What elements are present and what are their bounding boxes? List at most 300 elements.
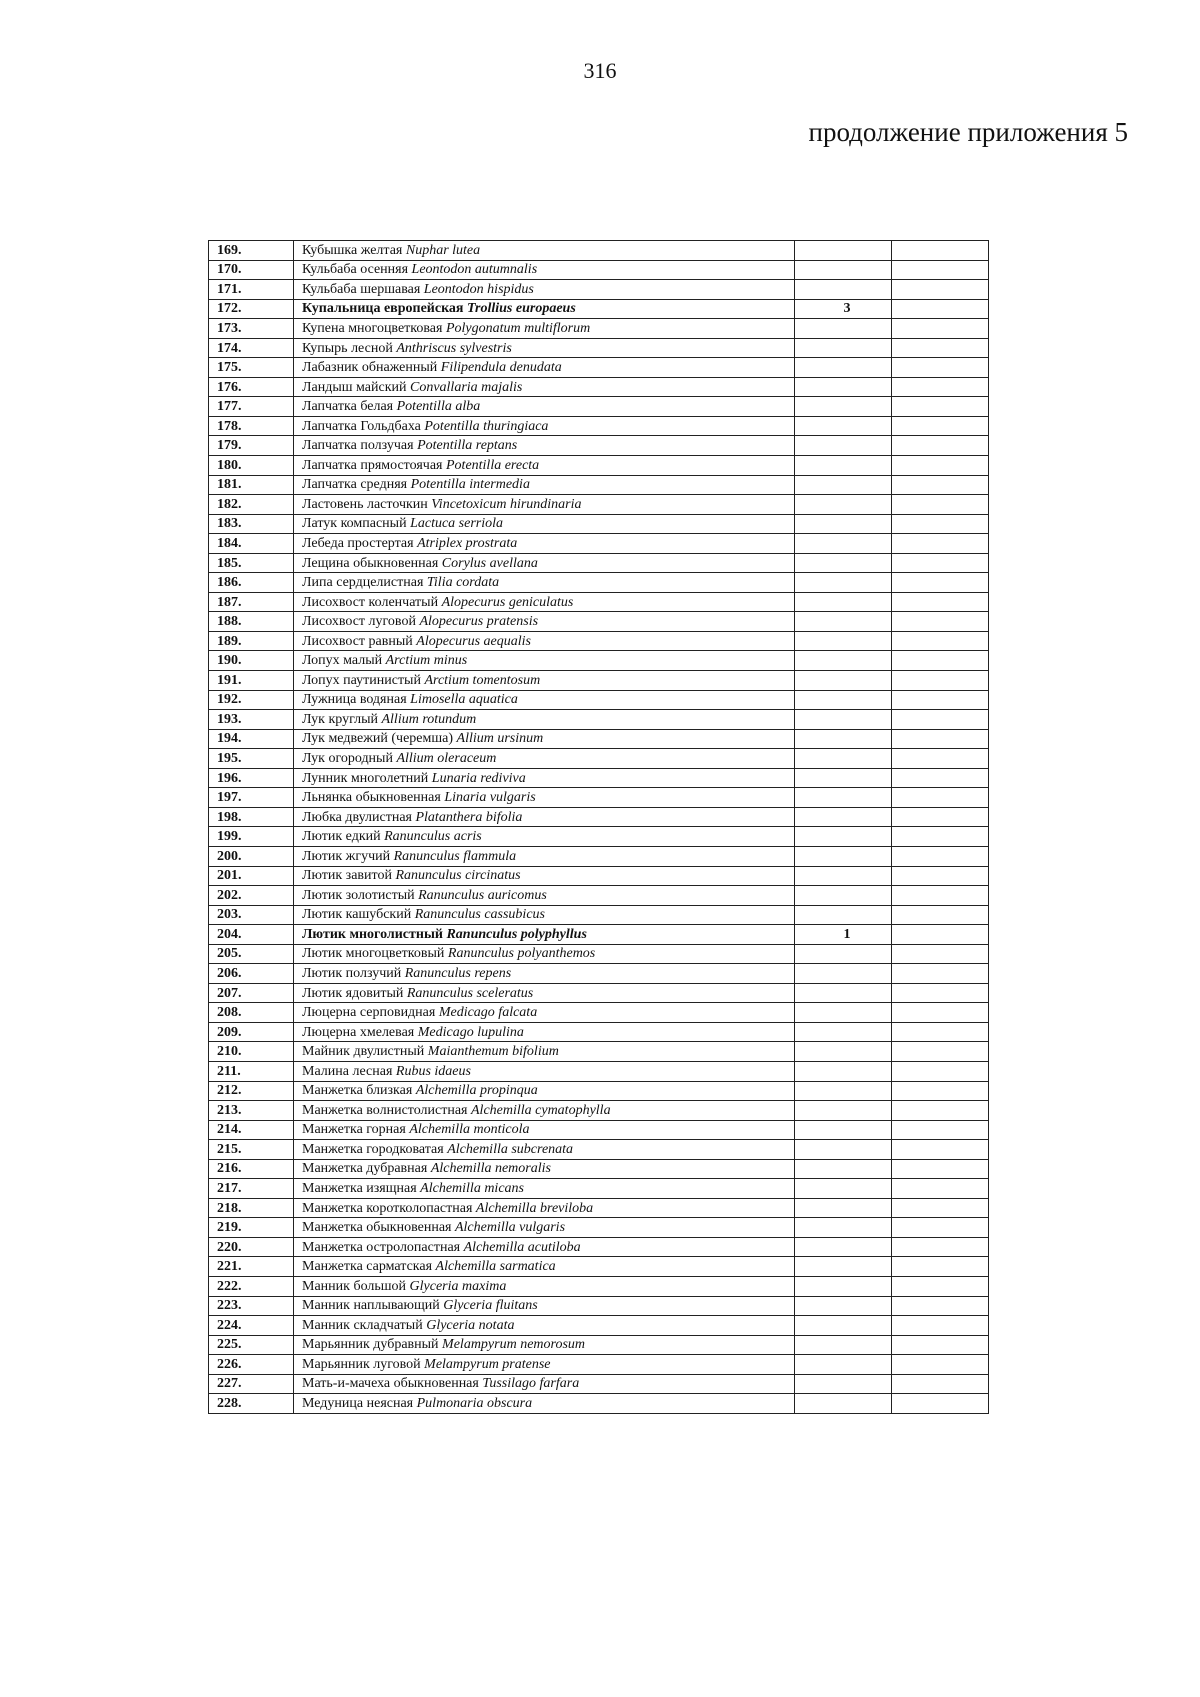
russian-name: Лютик кашубский	[302, 907, 412, 923]
value-cell-2	[892, 983, 989, 1003]
row-number: 206.	[209, 964, 294, 984]
table-row	[209, 514, 989, 534]
latin-name: Medicago falcata	[438, 1005, 538, 1021]
value-cell-2	[892, 377, 989, 397]
russian-name: Купальница европейская	[302, 301, 464, 317]
row-number: 195.	[209, 749, 294, 769]
species-name-cell	[294, 1179, 795, 1199]
value-cell-1	[795, 827, 892, 847]
value-cell-1	[795, 729, 892, 749]
value-cell-2	[892, 886, 989, 906]
species-name-cell	[294, 377, 795, 397]
value-cell-1	[795, 631, 892, 651]
russian-name: Лабазник обнаженный	[302, 360, 438, 376]
row-number: 171.	[209, 280, 294, 300]
species-name-cell	[294, 397, 795, 417]
table-row	[209, 338, 989, 358]
latin-name: Glyceria maxima	[409, 1278, 507, 1294]
latin-name: Alchemilla nemoralis	[430, 1161, 551, 1177]
latin-name: Alchemilla sarmatica	[435, 1259, 556, 1275]
latin-name: Potentilla reptans	[417, 438, 518, 454]
latin-name: Rubus idaeus	[395, 1063, 471, 1079]
row-number: 188.	[209, 612, 294, 632]
value-cell-2	[892, 710, 989, 730]
value-cell-1	[795, 651, 892, 671]
value-cell-2	[892, 1140, 989, 1160]
table-row	[209, 886, 989, 906]
row-number: 223.	[209, 1296, 294, 1316]
table-row	[209, 671, 989, 691]
russian-name: Лютик завитой	[302, 868, 392, 884]
value-cell-2	[892, 846, 989, 866]
value-cell-2	[892, 1355, 989, 1375]
table-row	[209, 1296, 989, 1316]
row-number: 224.	[209, 1316, 294, 1336]
row-number: 174.	[209, 338, 294, 358]
table-row	[209, 1022, 989, 1042]
russian-name: Кульбаба осенняя	[302, 262, 409, 278]
value-cell-2	[892, 749, 989, 769]
table-row	[209, 807, 989, 827]
latin-name: Ranunculus acris	[384, 829, 482, 845]
continuation-title: продолжение приложения 5	[808, 117, 1128, 147]
russian-name: Манжетка изящная	[302, 1181, 417, 1197]
value-cell-1	[795, 1101, 892, 1121]
species-name-cell	[294, 1296, 795, 1316]
species-name-cell	[294, 944, 795, 964]
table-row	[209, 358, 989, 378]
value-cell-2	[892, 280, 989, 300]
row-number: 196.	[209, 768, 294, 788]
species-name-cell	[294, 436, 795, 456]
row-number: 191.	[209, 671, 294, 691]
row-number: 209.	[209, 1022, 294, 1042]
species-name-cell	[294, 886, 795, 906]
russian-name: Манник складчатый	[302, 1317, 423, 1333]
table-row	[209, 749, 989, 769]
table-row	[209, 710, 989, 730]
species-name-cell	[294, 1218, 795, 1238]
latin-name: Alchemilla propinqua	[415, 1083, 538, 1099]
table-row	[209, 788, 989, 808]
value-cell-1	[795, 1179, 892, 1199]
value-cell-2	[892, 788, 989, 808]
latin-name: Leontodon hispidus	[423, 281, 534, 297]
value-cell-1	[795, 1355, 892, 1375]
row-number: 180.	[209, 456, 294, 476]
table-row	[209, 827, 989, 847]
value-cell-2	[892, 495, 989, 515]
row-number: 225.	[209, 1335, 294, 1355]
row-number: 176.	[209, 377, 294, 397]
value-cell-2	[892, 1237, 989, 1257]
row-number: 178.	[209, 416, 294, 436]
value-cell-2	[892, 436, 989, 456]
value-cell-1	[795, 1159, 892, 1179]
species-name-cell	[294, 983, 795, 1003]
russian-name: Манжетка близкая	[302, 1083, 413, 1099]
species-name-cell	[294, 710, 795, 730]
row-number: 202.	[209, 886, 294, 906]
value-cell-1	[795, 377, 892, 397]
value-cell-1	[795, 1335, 892, 1355]
table-row	[209, 768, 989, 788]
value-cell-1	[795, 983, 892, 1003]
value-cell-2	[892, 1316, 989, 1336]
species-name-cell	[294, 1394, 795, 1414]
russian-name: Лютик многолистный	[302, 926, 443, 942]
russian-name: Лисохвост луговой	[302, 614, 416, 630]
value-cell-2	[892, 241, 989, 261]
row-number: 179.	[209, 436, 294, 456]
table-row	[209, 1120, 989, 1140]
value-cell-1	[795, 886, 892, 906]
table-row	[209, 866, 989, 886]
species-name-cell	[294, 534, 795, 554]
russian-name: Лук огородный	[302, 750, 393, 766]
russian-name: Лисохвост равный	[302, 633, 413, 649]
row-number: 204.	[209, 925, 294, 945]
table-row	[209, 983, 989, 1003]
table-row	[209, 1237, 989, 1257]
value-cell-2	[892, 768, 989, 788]
russian-name: Лисохвост коленчатый	[302, 594, 439, 610]
russian-name: Лопух малый	[302, 653, 383, 669]
russian-name: Ластовень ласточкин	[302, 496, 428, 512]
value-cell-1	[795, 456, 892, 476]
russian-name: Липа сердцелистная	[302, 575, 424, 591]
value-cell-1: 1	[795, 925, 892, 945]
table-row	[209, 592, 989, 612]
russian-name: Манжетка коротколопастная	[302, 1200, 473, 1216]
latin-name: Leontodon autumnalis	[411, 262, 538, 278]
species-name-cell	[294, 729, 795, 749]
russian-name: Любка двулистная	[302, 809, 412, 825]
value-cell-2	[892, 1159, 989, 1179]
latin-name: Ranunculus repens	[404, 966, 512, 981]
table-row	[209, 1081, 989, 1101]
latin-name: Potentilla thuringiaca	[424, 418, 549, 434]
species-name-cell	[294, 456, 795, 476]
latin-name: Ranunculus circinatus	[395, 868, 521, 884]
russian-name: Лютик ядовитый	[302, 985, 404, 1001]
value-cell-2	[892, 534, 989, 554]
row-number: 222.	[209, 1276, 294, 1296]
russian-name: Кульбаба шершавая	[302, 281, 421, 297]
russian-name: Лопух паутинистый	[302, 672, 421, 688]
value-cell-2	[892, 1218, 989, 1238]
russian-name: Купырь лесной	[302, 340, 393, 356]
species-name-cell	[294, 964, 795, 984]
latin-name: Tilia cordata	[426, 575, 500, 591]
latin-name: Anthriscus sylvestris	[396, 340, 512, 356]
table-row	[209, 729, 989, 749]
value-cell-1	[795, 534, 892, 554]
value-cell-1	[795, 1296, 892, 1316]
row-number: 214.	[209, 1120, 294, 1140]
table-row	[209, 397, 989, 417]
species-name-cell	[294, 631, 795, 651]
row-number: 218.	[209, 1198, 294, 1218]
value-cell-1	[795, 1218, 892, 1238]
value-cell-1	[795, 338, 892, 358]
table-row	[209, 846, 989, 866]
species-name-cell	[294, 1140, 795, 1160]
latin-name: Convallaria majalis	[409, 379, 523, 395]
latin-name: Polygonatum multiflorum	[445, 320, 591, 336]
row-number: 169.	[209, 241, 294, 261]
russian-name: Ландыш майский	[302, 379, 407, 395]
species-name-cell	[294, 358, 795, 378]
value-cell-1	[795, 1198, 892, 1218]
value-cell-1	[795, 436, 892, 456]
russian-name: Лапчатка средняя	[302, 477, 408, 493]
value-cell-1	[795, 1022, 892, 1042]
row-number: 207.	[209, 983, 294, 1003]
species-name-cell	[294, 416, 795, 436]
value-cell-1	[795, 397, 892, 417]
row-number: 184.	[209, 534, 294, 554]
species-name-cell	[294, 1374, 795, 1394]
value-cell-1	[795, 768, 892, 788]
latin-name: Alchemilla micans	[420, 1181, 524, 1197]
value-cell-1	[795, 1257, 892, 1277]
latin-name: Ranunculus sceleratus	[406, 985, 534, 1001]
value-cell-2	[892, 905, 989, 925]
value-cell-1: 3	[795, 299, 892, 319]
russian-name: Манжетка обыкновенная	[302, 1220, 452, 1236]
table-row	[209, 631, 989, 651]
russian-name: Лунник многолетний	[302, 770, 429, 786]
value-cell-1	[795, 1276, 892, 1296]
species-name-cell	[294, 749, 795, 769]
value-cell-2	[892, 338, 989, 358]
species-name-cell	[294, 690, 795, 710]
value-cell-2	[892, 1296, 989, 1316]
row-number: 183.	[209, 514, 294, 534]
russian-name: Лук медвежий (черемша)	[302, 731, 454, 747]
row-number: 194.	[209, 729, 294, 749]
row-number: 175.	[209, 358, 294, 378]
latin-name: Arctium tomentosum	[424, 672, 541, 688]
species-name-cell	[294, 612, 795, 632]
latin-name: Atriplex prostrata	[417, 535, 518, 551]
latin-name: Ranunculus polyanthemos	[447, 946, 596, 962]
russian-name: Люцерна хмелевая	[302, 1024, 415, 1040]
row-number: 193.	[209, 710, 294, 730]
table-row	[209, 377, 989, 397]
row-number: 186.	[209, 573, 294, 593]
table-row	[209, 280, 989, 300]
row-number: 182.	[209, 495, 294, 515]
species-name-cell	[294, 553, 795, 573]
table-row	[209, 651, 989, 671]
value-cell-2	[892, 1120, 989, 1140]
value-cell-1	[795, 807, 892, 827]
value-cell-2	[892, 690, 989, 710]
value-cell-2	[892, 1022, 989, 1042]
species-name-cell	[294, 1042, 795, 1062]
value-cell-1	[795, 1042, 892, 1062]
value-cell-2	[892, 416, 989, 436]
russian-name: Лапчатка Гольдбаха	[302, 418, 421, 434]
value-cell-1	[795, 280, 892, 300]
value-cell-1	[795, 1061, 892, 1081]
latin-name: Ranunculus flammula	[393, 848, 517, 864]
latin-name: Melampyrum nemorosum	[442, 1337, 586, 1353]
table-row	[209, 495, 989, 515]
table-row	[209, 944, 989, 964]
row-number: 199.	[209, 827, 294, 847]
value-cell-1	[795, 319, 892, 339]
table-row	[209, 1101, 989, 1121]
row-number: 187.	[209, 592, 294, 612]
value-cell-1	[795, 846, 892, 866]
russian-name: Люцерна серповидная	[302, 1005, 436, 1021]
row-number: 190.	[209, 651, 294, 671]
value-cell-2	[892, 631, 989, 651]
row-number: 173.	[209, 319, 294, 339]
russian-name: Мать-и-мачеха обыкновенная	[302, 1376, 479, 1392]
row-number: 213.	[209, 1101, 294, 1121]
latin-name: Corylus avellana	[441, 555, 538, 571]
table-row	[209, 260, 989, 280]
value-cell-2	[892, 397, 989, 417]
russian-name: Марьянник дубравный	[302, 1337, 439, 1353]
latin-name: Allium rotundum	[381, 711, 477, 727]
value-cell-2	[892, 1081, 989, 1101]
species-table-body	[209, 241, 989, 1414]
row-number: 177.	[209, 397, 294, 417]
value-cell-2	[892, 1198, 989, 1218]
russian-name: Лапчатка прямостоячая	[302, 457, 443, 473]
species-name-cell	[294, 1335, 795, 1355]
species-name-cell	[294, 1022, 795, 1042]
page-number: 316	[583, 58, 617, 83]
latin-name: Platanthera bifolia	[415, 809, 523, 825]
latin-name: Potentilla alba	[396, 399, 481, 415]
table-row	[209, 475, 989, 495]
value-cell-1	[795, 553, 892, 573]
value-cell-2	[892, 612, 989, 632]
table-row	[209, 964, 989, 984]
value-cell-2	[892, 1257, 989, 1277]
latin-name: Allium oleraceum	[396, 750, 497, 766]
russian-name: Медуница неясная	[302, 1396, 414, 1412]
row-number: 221.	[209, 1257, 294, 1277]
species-name-cell	[294, 299, 795, 319]
value-cell-2	[892, 1374, 989, 1394]
species-name-cell	[294, 671, 795, 691]
russian-name: Купена многоцветковая	[302, 320, 443, 336]
russian-name: Лебеда простертая	[302, 535, 414, 551]
latin-name: Pulmonaria obscura	[416, 1396, 533, 1412]
russian-name: Лещина обыкновенная	[302, 555, 439, 571]
latin-name: Potentilla intermedia	[410, 477, 530, 493]
latin-name: Linaria vulgaris	[444, 790, 536, 806]
value-cell-2	[892, 866, 989, 886]
value-cell-2	[892, 514, 989, 534]
value-cell-1	[795, 1140, 892, 1160]
species-name-cell	[294, 280, 795, 300]
species-name-cell	[294, 768, 795, 788]
value-cell-2	[892, 553, 989, 573]
value-cell-1	[795, 241, 892, 261]
latin-name: Alopecurus geniculatus	[441, 594, 574, 610]
row-number: 228.	[209, 1394, 294, 1414]
russian-name: Лютик золотистый	[302, 887, 415, 903]
row-number: 170.	[209, 260, 294, 280]
russian-name: Манжетка волнистолистная	[302, 1102, 468, 1118]
value-cell-2	[892, 319, 989, 339]
species-name-cell	[294, 1101, 795, 1121]
latin-name: Alchemilla subcrenata	[447, 1141, 574, 1157]
table-row	[209, 534, 989, 554]
value-cell-1	[795, 671, 892, 691]
species-name-cell	[294, 1061, 795, 1081]
latin-name: Maianthemum bifolium	[427, 1044, 559, 1060]
species-name-cell	[294, 846, 795, 866]
latin-name: Alopecurus pratensis	[419, 614, 539, 630]
value-cell-2	[892, 1394, 989, 1414]
latin-name: Allium ursinum	[456, 731, 544, 747]
latin-name: Ranunculus cassubicus	[414, 907, 545, 923]
table-row	[209, 553, 989, 573]
value-cell-2	[892, 1335, 989, 1355]
value-cell-1	[795, 612, 892, 632]
row-number: 210.	[209, 1042, 294, 1062]
value-cell-1	[795, 690, 892, 710]
row-number: 212.	[209, 1081, 294, 1101]
russian-name: Лапчатка ползучая	[302, 438, 414, 454]
value-cell-1	[795, 710, 892, 730]
row-number: 185.	[209, 553, 294, 573]
value-cell-2	[892, 807, 989, 827]
value-cell-2	[892, 475, 989, 495]
row-number: 197.	[209, 788, 294, 808]
value-cell-1	[795, 495, 892, 515]
row-number: 200.	[209, 846, 294, 866]
species-name-cell	[294, 1081, 795, 1101]
value-cell-2	[892, 299, 989, 319]
value-cell-1	[795, 866, 892, 886]
value-cell-1	[795, 1316, 892, 1336]
row-number: 189.	[209, 631, 294, 651]
russian-name: Манжетка остролопастная	[302, 1239, 461, 1255]
value-cell-1	[795, 1081, 892, 1101]
latin-name: Alchemilla acutiloba	[463, 1239, 581, 1255]
value-cell-1	[795, 573, 892, 593]
row-number: 215.	[209, 1140, 294, 1160]
species-table	[208, 240, 989, 1414]
russian-name: Манжетка горная	[302, 1122, 406, 1138]
value-cell-2	[892, 573, 989, 593]
russian-name: Лапчатка белая	[302, 399, 394, 415]
russian-name: Лютик многоцветковый	[302, 946, 445, 962]
species-name-cell	[294, 1276, 795, 1296]
table-row	[209, 1394, 989, 1414]
latin-name: Melampyrum pratense	[424, 1356, 551, 1372]
species-name-cell	[294, 1355, 795, 1375]
species-name-cell	[294, 495, 795, 515]
table-row	[209, 925, 989, 945]
latin-name: Nuphar lutea	[405, 242, 481, 258]
russian-name: Марьянник луговой	[302, 1356, 421, 1372]
row-number: 216.	[209, 1159, 294, 1179]
russian-name: Манжетка городковатая	[302, 1141, 444, 1157]
russian-name: Льнянка обыкновенная	[302, 790, 441, 806]
latin-name: Filipendula denudata	[440, 360, 562, 376]
